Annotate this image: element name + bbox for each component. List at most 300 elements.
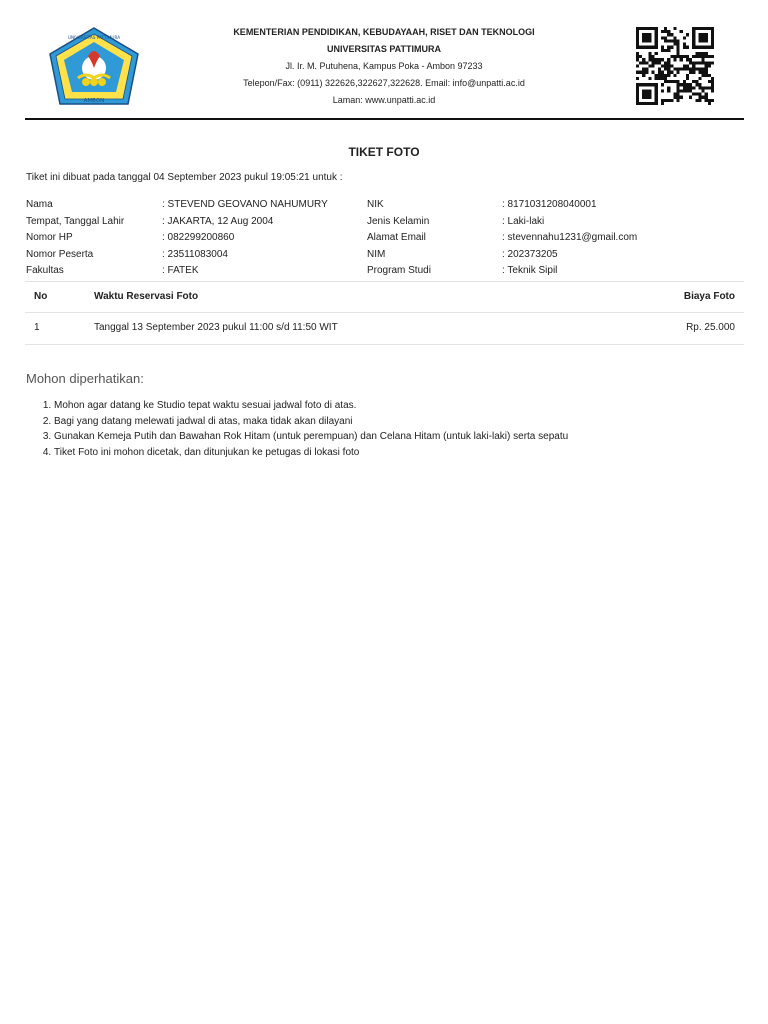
qr-module xyxy=(695,80,698,83)
qr-module xyxy=(642,93,645,96)
qr-module xyxy=(692,93,695,96)
qr-module xyxy=(648,83,651,86)
qr-module xyxy=(673,58,676,61)
qr-module xyxy=(655,43,658,46)
qr-module xyxy=(698,71,701,74)
qr-module xyxy=(673,74,676,77)
qr-module xyxy=(689,68,692,71)
qr-module xyxy=(667,58,670,61)
qr-module xyxy=(661,36,664,39)
qr-module xyxy=(636,93,639,96)
qr-module xyxy=(702,86,705,89)
qr-module xyxy=(636,96,639,99)
qr-module xyxy=(677,68,680,71)
qr-module xyxy=(708,61,711,64)
qr-module xyxy=(689,58,692,61)
column-header-no: No xyxy=(34,291,48,302)
qr-module xyxy=(648,36,651,39)
qr-module xyxy=(711,86,714,89)
qr-module xyxy=(705,36,708,39)
qr-module xyxy=(655,61,658,64)
qr-module xyxy=(686,33,689,36)
info-row xyxy=(26,263,746,280)
qr-module xyxy=(692,61,695,64)
qr-module xyxy=(636,36,639,39)
info-label: Tempat, Tanggal Lahir xyxy=(26,215,125,227)
qr-module xyxy=(645,96,648,99)
qr-module xyxy=(702,71,705,74)
qr-module xyxy=(642,46,645,49)
qr-module xyxy=(680,89,683,92)
qr-module xyxy=(639,61,642,64)
qr-module xyxy=(661,71,664,74)
qr-module xyxy=(636,52,639,55)
qr-module xyxy=(655,52,658,55)
info-label: Nama xyxy=(26,199,53,210)
qr-module xyxy=(673,55,676,58)
info-label: Alamat Email xyxy=(367,232,426,243)
qr-module xyxy=(667,89,670,92)
qr-module xyxy=(695,27,698,30)
qr-module xyxy=(702,55,705,58)
qr-module xyxy=(692,55,695,58)
info-value: : Teknik Sipil xyxy=(502,265,558,276)
qr-module xyxy=(667,33,670,36)
list-item: 4. Tiket Foto ini mohon dicetak, dan ditunjukan ke petugas di lokasi foto xyxy=(54,445,568,461)
qr-module xyxy=(667,30,670,33)
qr-module xyxy=(686,58,689,61)
qr-module xyxy=(655,86,658,89)
letterhead xyxy=(0,0,768,120)
page-title: TIKET FOTO xyxy=(348,145,420,159)
qr-module xyxy=(692,33,695,36)
qr-module xyxy=(670,33,673,36)
qr-module xyxy=(702,46,705,49)
qr-module xyxy=(639,102,642,105)
notice-list xyxy=(26,398,568,460)
qr-module xyxy=(645,68,648,71)
logo-text-bottom: AMBON xyxy=(83,98,105,104)
qr-module xyxy=(664,99,667,102)
qr-module xyxy=(667,71,670,74)
qr-module xyxy=(705,86,708,89)
qr-module xyxy=(683,36,686,39)
qr-module xyxy=(642,89,645,92)
qr-module xyxy=(692,46,695,49)
qr-module xyxy=(652,55,655,58)
qr-module xyxy=(636,89,639,92)
qr-module xyxy=(708,55,711,58)
qr-module xyxy=(664,68,667,71)
qr-module xyxy=(664,39,667,42)
qr-module xyxy=(711,33,714,36)
qr-module xyxy=(670,55,673,58)
qr-module xyxy=(645,61,648,64)
info-row xyxy=(26,197,746,214)
qr-module xyxy=(692,80,695,83)
qr-module xyxy=(692,39,695,42)
qr-module xyxy=(642,58,645,61)
qr-module xyxy=(708,99,711,102)
qr-module xyxy=(673,93,676,96)
qr-module xyxy=(670,46,673,49)
qr-module xyxy=(708,74,711,77)
qr-module xyxy=(642,71,645,74)
qr-module xyxy=(655,89,658,92)
reservation-table xyxy=(25,281,744,345)
qr-module xyxy=(698,52,701,55)
university-contact: Telepon/Fax: (0911) 322626,322627,322628. Email: info@unpatti.ac.id xyxy=(243,78,525,88)
qr-module xyxy=(711,39,714,42)
qr-module xyxy=(667,68,670,71)
qr-module xyxy=(677,46,680,49)
qr-module xyxy=(661,99,664,102)
qr-module xyxy=(642,96,645,99)
qr-module xyxy=(670,80,673,83)
qr-module xyxy=(683,86,686,89)
qr-module xyxy=(658,68,661,71)
info-label: Fakultas xyxy=(26,265,64,276)
qr-module xyxy=(695,55,698,58)
qr-module xyxy=(642,36,645,39)
qr-module xyxy=(667,74,670,77)
qr-module xyxy=(702,36,705,39)
qr-module xyxy=(677,99,680,102)
qr-module xyxy=(648,33,651,36)
qr-module xyxy=(698,55,701,58)
qr-module xyxy=(661,74,664,77)
qr-module xyxy=(642,27,645,30)
qr-module xyxy=(683,68,686,71)
qr-module xyxy=(673,39,676,42)
qr-module xyxy=(689,71,692,74)
qr-module xyxy=(655,46,658,49)
qr-module xyxy=(695,46,698,49)
qr-code xyxy=(634,27,716,105)
qr-module xyxy=(711,30,714,33)
qr-module xyxy=(655,96,658,99)
qr-module xyxy=(636,33,639,36)
qr-module xyxy=(683,89,686,92)
qr-module xyxy=(680,96,683,99)
qr-module xyxy=(636,64,639,67)
qr-module xyxy=(645,83,648,86)
qr-module xyxy=(686,74,689,77)
info-value: : FATEK xyxy=(162,265,199,276)
info-label: Nomor Peserta xyxy=(26,248,94,260)
info-value: : 8171031208040001 xyxy=(502,199,597,210)
qr-module xyxy=(645,27,648,30)
qr-module xyxy=(698,46,701,49)
qr-module xyxy=(664,36,667,39)
qr-module xyxy=(692,64,695,67)
qr-module xyxy=(645,71,648,74)
qr-module xyxy=(705,33,708,36)
qr-module xyxy=(708,64,711,67)
qr-module xyxy=(711,77,714,80)
qr-module xyxy=(698,36,701,39)
qr-module xyxy=(670,64,673,67)
qr-module xyxy=(661,30,664,33)
qr-module xyxy=(664,30,667,33)
qr-module xyxy=(655,27,658,30)
qr-module xyxy=(698,33,701,36)
qr-module xyxy=(705,64,708,67)
qr-module xyxy=(692,36,695,39)
qr-module xyxy=(655,58,658,61)
qr-module xyxy=(648,46,651,49)
qr-module xyxy=(680,83,683,86)
qr-module xyxy=(652,46,655,49)
qr-module xyxy=(667,99,670,102)
qr-module xyxy=(677,89,680,92)
ministry-name: KEMENTERIAN PENDIDIKAN, KEBUDAYAAH, RISET DAN TEKNOLOGI xyxy=(233,27,535,37)
info-row xyxy=(26,230,746,247)
qr-module xyxy=(677,93,680,96)
qr-module xyxy=(683,46,686,49)
qr-module xyxy=(648,27,651,30)
qr-module xyxy=(648,102,651,105)
qr-module xyxy=(655,33,658,36)
qr-module xyxy=(695,93,698,96)
table-header xyxy=(25,281,744,313)
university-website: Laman: www.unpatti.ac.id xyxy=(332,95,436,105)
qr-module xyxy=(658,74,661,77)
qr-module xyxy=(642,33,645,36)
qr-module xyxy=(658,58,661,61)
qr-module xyxy=(636,30,639,33)
qr-module xyxy=(636,27,639,30)
qr-module xyxy=(705,93,708,96)
qr-module xyxy=(695,99,698,102)
qr-module xyxy=(702,27,705,30)
qr-module xyxy=(686,89,689,92)
qr-module xyxy=(642,68,645,71)
qr-module xyxy=(705,74,708,77)
qr-module xyxy=(702,58,705,61)
info-value: : 23511083004 xyxy=(162,248,228,260)
qr-module xyxy=(692,43,695,46)
qr-module xyxy=(661,83,664,86)
qr-module xyxy=(686,83,689,86)
qr-module xyxy=(686,68,689,71)
qr-module xyxy=(686,55,689,58)
qr-module xyxy=(636,99,639,102)
qr-module xyxy=(692,27,695,30)
qr-module xyxy=(698,96,701,99)
qr-module xyxy=(711,43,714,46)
qr-module xyxy=(673,68,676,71)
qr-module xyxy=(673,43,676,46)
qr-module xyxy=(689,96,692,99)
qr-module xyxy=(711,36,714,39)
qr-module xyxy=(698,86,701,89)
list-item: 1. Mohon agar datang ke Studio tepat waktu sesuai jadwal foto di atas. xyxy=(54,398,568,414)
qr-module xyxy=(664,61,667,64)
qr-module xyxy=(636,83,639,86)
qr-module xyxy=(645,33,648,36)
qr-module xyxy=(705,96,708,99)
ticket-intro: Tiket ini dibuat pada tanggal 04 September 2023 pukul 19:05:21 untuk : xyxy=(26,172,343,183)
qr-module xyxy=(705,71,708,74)
qr-module xyxy=(673,27,676,30)
qr-module xyxy=(677,71,680,74)
qr-module xyxy=(667,39,670,42)
qr-module xyxy=(652,61,655,64)
qr-module xyxy=(711,46,714,49)
qr-module xyxy=(677,86,680,89)
logo-text-top: UNIVERSITAS PATTIMURA xyxy=(67,35,121,40)
qr-module xyxy=(702,96,705,99)
qr-module xyxy=(677,49,680,52)
info-row xyxy=(26,214,746,231)
qr-module xyxy=(636,39,639,42)
cell-waktu: Tanggal 13 September 2023 pukul 11:00 s/d 11:50 WIT xyxy=(94,322,338,333)
qr-module xyxy=(689,89,692,92)
qr-module xyxy=(658,71,661,74)
info-label: Jenis Kelamin xyxy=(367,215,430,227)
column-header-waktu: Waktu Reservasi Foto xyxy=(94,291,199,302)
qr-module xyxy=(639,83,642,86)
qr-module xyxy=(702,74,705,77)
qr-module xyxy=(664,27,667,30)
qr-module xyxy=(689,86,692,89)
qr-module xyxy=(711,99,714,102)
qr-module xyxy=(645,93,648,96)
qr-module xyxy=(677,43,680,46)
qr-module xyxy=(702,52,705,55)
qr-module xyxy=(664,74,667,77)
info-label: Program Studi xyxy=(367,265,431,276)
qr-module xyxy=(648,55,651,58)
qr-module xyxy=(648,93,651,96)
qr-module xyxy=(664,80,667,83)
qr-module xyxy=(639,55,642,58)
qr-module xyxy=(702,61,705,64)
qr-module xyxy=(639,27,642,30)
qr-module xyxy=(642,39,645,42)
qr-module xyxy=(642,102,645,105)
qr-module xyxy=(661,64,664,67)
column-header-biaya: Biaya Foto xyxy=(683,291,735,302)
qr-module xyxy=(655,77,658,80)
qr-module xyxy=(680,58,683,61)
qr-module xyxy=(642,61,645,64)
qr-module xyxy=(661,49,664,52)
qr-module xyxy=(683,43,686,46)
qr-module xyxy=(648,96,651,99)
qr-module xyxy=(692,30,695,33)
qr-module xyxy=(677,52,680,55)
qr-module xyxy=(652,58,655,61)
info-value: : 082299200860 xyxy=(162,232,235,243)
qr-module xyxy=(705,99,708,102)
qr-module xyxy=(639,71,642,74)
qr-module xyxy=(708,102,711,105)
qr-module xyxy=(677,80,680,83)
qr-module xyxy=(664,49,667,52)
qr-module xyxy=(655,39,658,42)
qr-module xyxy=(655,99,658,102)
qr-module xyxy=(705,27,708,30)
qr-module xyxy=(711,80,714,83)
qr-module xyxy=(636,55,639,58)
info-value: : 202373205 xyxy=(502,248,558,260)
qr-module xyxy=(680,68,683,71)
qr-module xyxy=(661,102,664,105)
info-value: : STEVEND GEOVANO NAHUMURY xyxy=(162,199,328,210)
info-label: Nomor HP xyxy=(26,232,73,243)
qr-module xyxy=(639,46,642,49)
university-logo xyxy=(48,26,140,106)
qr-module xyxy=(698,77,701,80)
info-value: : Laki-laki xyxy=(502,215,545,227)
qr-module xyxy=(705,68,708,71)
qr-module xyxy=(648,39,651,42)
qr-module xyxy=(642,83,645,86)
qr-module xyxy=(667,46,670,49)
qr-module xyxy=(702,33,705,36)
qr-module xyxy=(652,71,655,74)
qr-module xyxy=(677,39,680,42)
qr-module xyxy=(648,64,651,67)
qr-module xyxy=(677,96,680,99)
qr-module xyxy=(698,68,701,71)
qr-module xyxy=(636,86,639,89)
qr-module xyxy=(661,46,664,49)
qr-module xyxy=(648,58,651,61)
qr-module xyxy=(661,58,664,61)
qr-module xyxy=(689,83,692,86)
qr-module xyxy=(636,102,639,105)
qr-module xyxy=(655,93,658,96)
qr-module xyxy=(702,68,705,71)
qr-module xyxy=(673,96,676,99)
qr-module xyxy=(692,71,695,74)
qr-module xyxy=(658,77,661,80)
qr-module xyxy=(695,52,698,55)
list-item: 3. Gunakan Kemeja Putih dan Bawahan Rok Hitam (untuk perempuan) dan Celana Hitam (untuk laki-laki) serta sepatu xyxy=(54,429,568,445)
qr-module xyxy=(667,61,670,64)
qr-module xyxy=(642,74,645,77)
qr-module xyxy=(686,77,689,80)
qr-module xyxy=(645,46,648,49)
qr-module xyxy=(695,83,698,86)
qr-module xyxy=(636,43,639,46)
table-row xyxy=(25,313,744,345)
qr-module xyxy=(652,83,655,86)
info-label: NIM xyxy=(367,248,386,260)
qr-module xyxy=(636,46,639,49)
university-address: Jl. Ir. M. Putuhena, Kampus Poka - Ambon 97233 xyxy=(285,61,483,71)
qr-module xyxy=(652,27,655,30)
qr-module xyxy=(689,61,692,64)
qr-module xyxy=(655,102,658,105)
qr-module xyxy=(686,86,689,89)
qr-module xyxy=(692,86,695,89)
info-label: NIK xyxy=(367,199,384,210)
notice-title: Mohon diperhatikan: xyxy=(26,371,144,386)
qr-module xyxy=(667,64,670,67)
info-row xyxy=(26,247,746,264)
qr-module xyxy=(655,83,658,86)
qr-module xyxy=(645,89,648,92)
qr-module xyxy=(692,68,695,71)
qr-module xyxy=(664,77,667,80)
qr-module xyxy=(711,61,714,64)
qr-module xyxy=(670,71,673,74)
qr-module xyxy=(677,55,680,58)
